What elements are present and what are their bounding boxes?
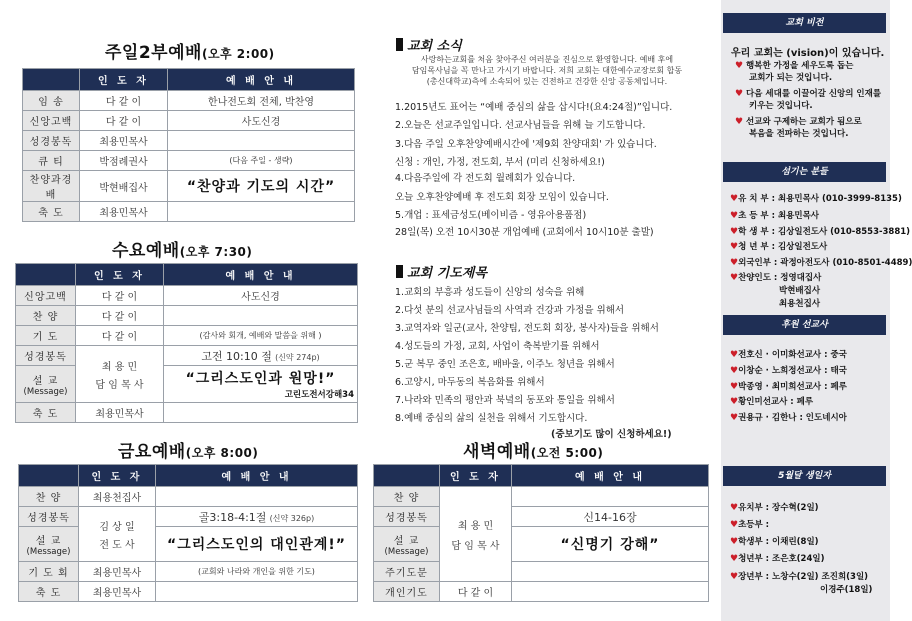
welcome-line: 사랑하는교회를 처음 찾아주신 여러분을 진심으로 환영합니다. 예배 후에 <box>420 55 674 64</box>
guide-header: 예 배 안 내 <box>168 69 355 91</box>
row-label <box>374 527 440 562</box>
row-leader: 최용민목사 <box>79 582 156 602</box>
heart-icon: ♥ <box>730 554 739 564</box>
leader-role: 담 임 목 사 <box>451 540 500 552</box>
birthday-item <box>730 501 819 513</box>
message-label: (Message) <box>384 546 429 557</box>
friday-service-name: 금요예배 <box>118 442 186 462</box>
sermon-label: 설 교 <box>35 535 62 547</box>
birthday-text: 초등부 : <box>738 520 770 530</box>
heart-icon: ♥ <box>730 503 739 513</box>
heading-bar-icon <box>396 38 403 51</box>
birthday-item <box>730 570 868 582</box>
table-row <box>19 527 358 562</box>
sermon-ref: 고린도전서강해34 <box>284 390 354 400</box>
reading-ref: 신14-16장 <box>512 507 709 527</box>
guide-header: 예 배 안 내 <box>164 264 358 286</box>
staff-item <box>730 209 819 221</box>
row-label: 성경봉독 <box>374 507 440 527</box>
row-info <box>164 346 358 366</box>
prayer-item: 4.성도들의 가정, 교회, 사업이 축복받기를 위해서 <box>395 341 600 352</box>
row-info <box>164 366 358 403</box>
friday-service-time: (오후 8:00) <box>185 446 259 460</box>
prayer-item: 5.군 복무 중인 조은호, 배바울, 이주노 청년을 위해서 <box>395 359 615 370</box>
welcome-line: (총신대학교)측에 소속되어 있는 건전하고 건강한 신앙 공동체입니다. <box>426 77 668 86</box>
table-row <box>19 507 358 527</box>
wednesday-service-time: (오후 7:30) <box>179 245 253 259</box>
leader-role: 전 도 사 <box>99 539 135 551</box>
heart-icon: ♥ <box>735 89 744 99</box>
mission-text: 전호신 · 이미화선교사 : 중국 <box>738 350 847 360</box>
message-label: (Message) <box>23 386 68 397</box>
news-heading <box>396 35 462 54</box>
reading-ref: 골3:18-4:1절 <box>198 510 267 524</box>
staff-item <box>730 225 910 237</box>
row-label: 찬 양 <box>19 487 79 507</box>
prayer-title: 교회 기도제목 <box>407 266 487 281</box>
table-row <box>23 131 355 151</box>
mission-text: 권용규 · 김한나 : 인도네시아 <box>738 413 847 423</box>
prayer-item: 2.다섯 분의 선교사님들의 사역과 건강과 가정을 위해서 <box>395 305 625 316</box>
heart-icon: ♥ <box>730 227 739 237</box>
row-label: 성경봉독 <box>23 131 80 151</box>
reading-page: (신약 274p) <box>275 352 320 362</box>
heart-icon: ♥ <box>730 273 739 283</box>
leader-name: 김 상 일 <box>99 521 135 533</box>
leader-header: 인 도 자 <box>440 465 512 487</box>
mission-item <box>730 380 847 392</box>
table-row <box>23 202 355 222</box>
mission-item <box>730 348 847 360</box>
table-row <box>19 487 358 507</box>
row-leader: 다 같 이 <box>76 326 164 346</box>
heart-icon: ♥ <box>730 242 739 252</box>
table-row <box>374 527 709 562</box>
news-item: 4.다음주일에 각 전도회 월례회가 있습니다. <box>395 173 576 184</box>
wednesday-service-name: 수요예배 <box>112 241 180 261</box>
staff-text: 외국인부 : 곽정아전도사 (010-8501-4489) <box>738 258 912 268</box>
row-leader: 다 같 이 <box>80 111 168 131</box>
row-leader: 최용천집사 <box>79 487 156 507</box>
row-info <box>164 306 358 326</box>
vision-line: 복음을 전파하는 것입니다. <box>749 129 849 139</box>
row-leader: 다 같 이 <box>76 306 164 326</box>
merged-leader <box>440 487 512 582</box>
prayer-item: 6.고양시, 마두동의 복음화를 위해서 <box>395 377 545 388</box>
row-info: 사도신경 <box>168 111 355 131</box>
heading-bar-icon <box>396 265 403 278</box>
table-row <box>374 582 709 602</box>
sermon-title: “신명기 강해” <box>512 527 709 562</box>
row-leader: 박점례권사 <box>80 151 168 171</box>
welcome-text <box>388 54 706 87</box>
heart-icon: ♥ <box>730 211 739 221</box>
table-row <box>16 306 358 326</box>
row-label: 찬 양 <box>16 306 76 326</box>
vision-line: 다음 세대를 이끌어갈 신앙의 인재를 <box>746 89 882 99</box>
table-row <box>19 582 358 602</box>
dawn-service-time: (오전 5:00) <box>530 446 604 460</box>
row-info: “찬양과 기도의 시간” <box>168 171 355 202</box>
heart-icon: ♥ <box>730 258 739 268</box>
row-label: 성경봉독 <box>16 346 76 366</box>
blank-header <box>19 465 79 487</box>
prayer-item: 7.나라와 민족의 평안과 북녘의 동포와 통일을 위해서 <box>395 395 615 406</box>
row-info: (다음 주일 - 생략) <box>168 151 355 171</box>
row-info <box>168 202 355 222</box>
row-label: 큐 티 <box>23 151 80 171</box>
news-item: 1.2015년도 표어는 “예배 중심의 삶을 삽시다!(요4:24절)”입니다. <box>395 102 673 113</box>
mission-text: 황인미선교사 : 페루 <box>738 397 814 407</box>
row-label: 개인기도 <box>374 582 440 602</box>
row-info: (교회와 나라와 개인을 위한 기도) <box>156 562 358 582</box>
reading-page: (신약 326p) <box>269 513 315 523</box>
leader-header: 인 도 자 <box>80 69 168 91</box>
vision-header: 교회 비전 <box>723 13 886 33</box>
birthday-text: 이경주(18일) <box>820 585 873 595</box>
table-row <box>23 151 355 171</box>
staff-item <box>730 256 912 268</box>
row-info <box>156 582 358 602</box>
wednesday-service-table <box>15 263 358 423</box>
row-label: 기 도 <box>16 326 76 346</box>
table-row <box>16 403 358 423</box>
row-info <box>512 562 709 582</box>
sunday-service-table <box>22 68 355 222</box>
table-row <box>16 326 358 346</box>
reading-ref: 고전 10:10 절 <box>201 349 272 363</box>
table-row <box>23 171 355 202</box>
staff-text: 최용천집사 <box>779 299 821 309</box>
dawn-service-title <box>463 437 603 462</box>
table-row <box>23 111 355 131</box>
staff-text: 초 등 부 : 최용민목사 <box>738 211 820 221</box>
birthday-item <box>730 518 769 530</box>
dawn-service-table <box>373 464 709 602</box>
staff-text: 유 치 부 : 최용민목사 (010-3999-8135) <box>738 194 902 204</box>
table-row <box>16 346 358 366</box>
leader-header: 인 도 자 <box>76 264 164 286</box>
row-info <box>164 403 358 423</box>
heart-icon: ♥ <box>735 117 744 127</box>
welcome-line: 담임목사님을 꼭 만나고 가시기 바랍니다. 저희 교회는 대한예수교장로회 합동 <box>411 66 683 75</box>
guide-header: 예 배 안 내 <box>512 465 709 487</box>
birthday-text: 학생부 : 이채린(8일) <box>738 537 819 547</box>
heart-icon: ♥ <box>730 572 739 582</box>
mission-item <box>730 364 847 376</box>
sunday-service-time: (오후 2:00) <box>201 47 275 61</box>
heart-icon: ♥ <box>730 520 739 530</box>
dawn-service-name: 새벽예배 <box>463 442 531 462</box>
table-row <box>23 91 355 111</box>
row-label: 임 송 <box>23 91 80 111</box>
blank-header <box>23 69 80 91</box>
wednesday-service-title <box>112 236 252 261</box>
table-row <box>374 562 709 582</box>
row-label <box>19 527 79 562</box>
row-leader: 다 같 이 <box>80 91 168 111</box>
sermon-title: “그리스도인과 원망!” <box>185 371 336 387</box>
heart-icon: ♥ <box>730 537 739 547</box>
news-item: 신청 : 개인, 가정, 전도회, 부서 (미리 신청하세요!) <box>395 157 605 168</box>
news-title: 교회 소식 <box>407 39 462 54</box>
row-leader: 최용민목사 <box>80 202 168 222</box>
row-label: 기 도 회 <box>19 562 79 582</box>
staff-text: 학 생 부 : 김상일전도사 (010-8553-3881) <box>738 227 911 237</box>
row-label: 축 도 <box>19 582 79 602</box>
leader-header: 인 도 자 <box>79 465 156 487</box>
prayer-heading <box>396 262 487 281</box>
vision-line: 교회가 되는 것입니다. <box>749 73 833 83</box>
row-label: 성경봉독 <box>19 507 79 527</box>
sunday-service-name: 주일2부예배 <box>105 43 202 63</box>
row-leader: 다 같 이 <box>76 286 164 306</box>
birthday-text: 청년부 : 조은호(24일) <box>738 554 825 564</box>
friday-service-table <box>18 464 358 602</box>
row-label: 찬양과경배 <box>23 171 80 202</box>
leader-name: 최 용 민 <box>101 361 138 373</box>
news-item: 5.개업 : 표세금성도(베이비즘 - 영유아용품점) <box>395 210 587 221</box>
row-leader: 최용민목사 <box>79 562 156 582</box>
row-leader: 다 같 이 <box>440 582 512 602</box>
birthday-item <box>730 552 824 564</box>
row-info <box>156 487 358 507</box>
news-item: 2.오늘은 선교주일입니다. 선교사님들을 위해 늘 기도합니다. <box>395 120 646 131</box>
row-label: 축 도 <box>16 403 76 423</box>
staff-item <box>730 192 902 204</box>
sidebar <box>721 0 912 621</box>
staff-text: 박현배집사 <box>779 286 821 296</box>
vision-line: 선교와 구제하는 교회가 됨으로 <box>746 117 862 127</box>
news-item: 오늘 오후찬양예배 후 전도회 회장 모임이 있습니다. <box>395 192 609 203</box>
row-label: 주기도문 <box>374 562 440 582</box>
table-row <box>374 507 709 527</box>
mission-item <box>730 395 813 407</box>
row-info <box>512 582 709 602</box>
heart-icon: ♥ <box>730 382 739 392</box>
row-info: (감사와 회개, 예배와 말씀을 위해 ) <box>164 326 358 346</box>
birthday-text: 유치부 : 장수혁(2일) <box>738 503 819 513</box>
row-label: 신앙고백 <box>23 111 80 131</box>
heart-icon: ♥ <box>730 413 739 423</box>
prayer-closing: (중보기도 많이 신청하세요!) <box>551 429 672 440</box>
staff-item <box>730 271 821 283</box>
sermon-label: 설 교 <box>393 535 420 547</box>
row-info: 한나전도회 전체, 박찬영 <box>168 91 355 111</box>
merged-leader <box>76 346 164 403</box>
sunday-service-title <box>105 38 275 63</box>
mission-text: 박종영 · 최미희선교사 : 페루 <box>738 382 847 392</box>
blank-header <box>374 465 440 487</box>
row-label: 찬 양 <box>374 487 440 507</box>
table-row <box>16 286 358 306</box>
news-item: 3.다음 주일 오후찬양예배시간에 '제9회 찬양대회' 가 있습니다. <box>395 139 657 150</box>
heart-icon: ♥ <box>730 366 739 376</box>
row-info <box>512 487 709 507</box>
mission-text: 이창순 · 노희정선교사 : 태국 <box>738 366 847 376</box>
row-label: 신앙고백 <box>16 286 76 306</box>
vision-line: 행복한 가정을 세우도록 돕는 <box>746 61 854 71</box>
birthday-text: 장년부 : 노창수(2일) 조진희(3일) <box>738 572 869 582</box>
heart-icon: ♥ <box>730 194 739 204</box>
prayer-item: 3.교역자와 일군(교사, 찬양팀, 전도회 회장, 봉사자)들을 위해서 <box>395 323 659 334</box>
row-leader: 최용민목사 <box>76 403 164 423</box>
vision-item <box>735 88 881 100</box>
vision-item <box>735 60 881 72</box>
staff-item <box>730 240 827 252</box>
vision-item <box>735 116 881 128</box>
prayer-item: 1.교회의 부흥과 성도들이 신앙의 성숙을 위해 <box>395 287 585 298</box>
sermon-label: 설 교 <box>32 375 59 387</box>
leader-name: 최 용 민 <box>457 520 494 532</box>
row-leader: 박현배집사 <box>80 171 168 202</box>
missions-header: 후원 선교사 <box>723 315 886 335</box>
birthday-item <box>730 535 819 547</box>
birthdays-header: 5월달 생일자 <box>723 466 886 486</box>
prayer-item: 8.예배 중심의 삶의 실천을 위해서 기도합시다. <box>395 413 588 424</box>
row-info <box>156 507 358 527</box>
guide-header: 예 배 안 내 <box>156 465 358 487</box>
table-row <box>19 562 358 582</box>
row-label <box>16 366 76 403</box>
friday-service-title <box>118 437 258 462</box>
staff-text: 찬양인도 : 정영대집사 <box>738 273 822 283</box>
leader-role: 담 임 목 사 <box>95 379 144 391</box>
row-label: 축 도 <box>23 202 80 222</box>
table-row <box>16 366 358 403</box>
row-info: 사도신경 <box>164 286 358 306</box>
vision-lead: 우리 교회는 (vision)이 있습니다. <box>731 48 885 59</box>
heart-icon: ♥ <box>730 397 739 407</box>
table-row <box>374 487 709 507</box>
heart-icon: ♥ <box>730 350 739 360</box>
news-item: 28일(목) 오전 10시30분 개업예배 (교회에서 10시10분 출발) <box>395 227 654 238</box>
heart-icon: ♥ <box>735 61 744 71</box>
staff-header: 섬기는 분들 <box>723 162 886 182</box>
blank-header <box>16 264 76 286</box>
merged-leader <box>79 507 156 562</box>
row-info <box>168 131 355 151</box>
mission-item <box>730 411 847 423</box>
vision-line: 키우는 것입니다. <box>749 101 813 111</box>
sermon-title: “그리스도인의 대인관계!” <box>156 527 358 562</box>
staff-text: 청 년 부 : 김상일전도사 <box>738 242 828 252</box>
row-leader: 최용민목사 <box>80 131 168 151</box>
message-label: (Message) <box>26 546 71 557</box>
vision-list <box>735 60 881 140</box>
